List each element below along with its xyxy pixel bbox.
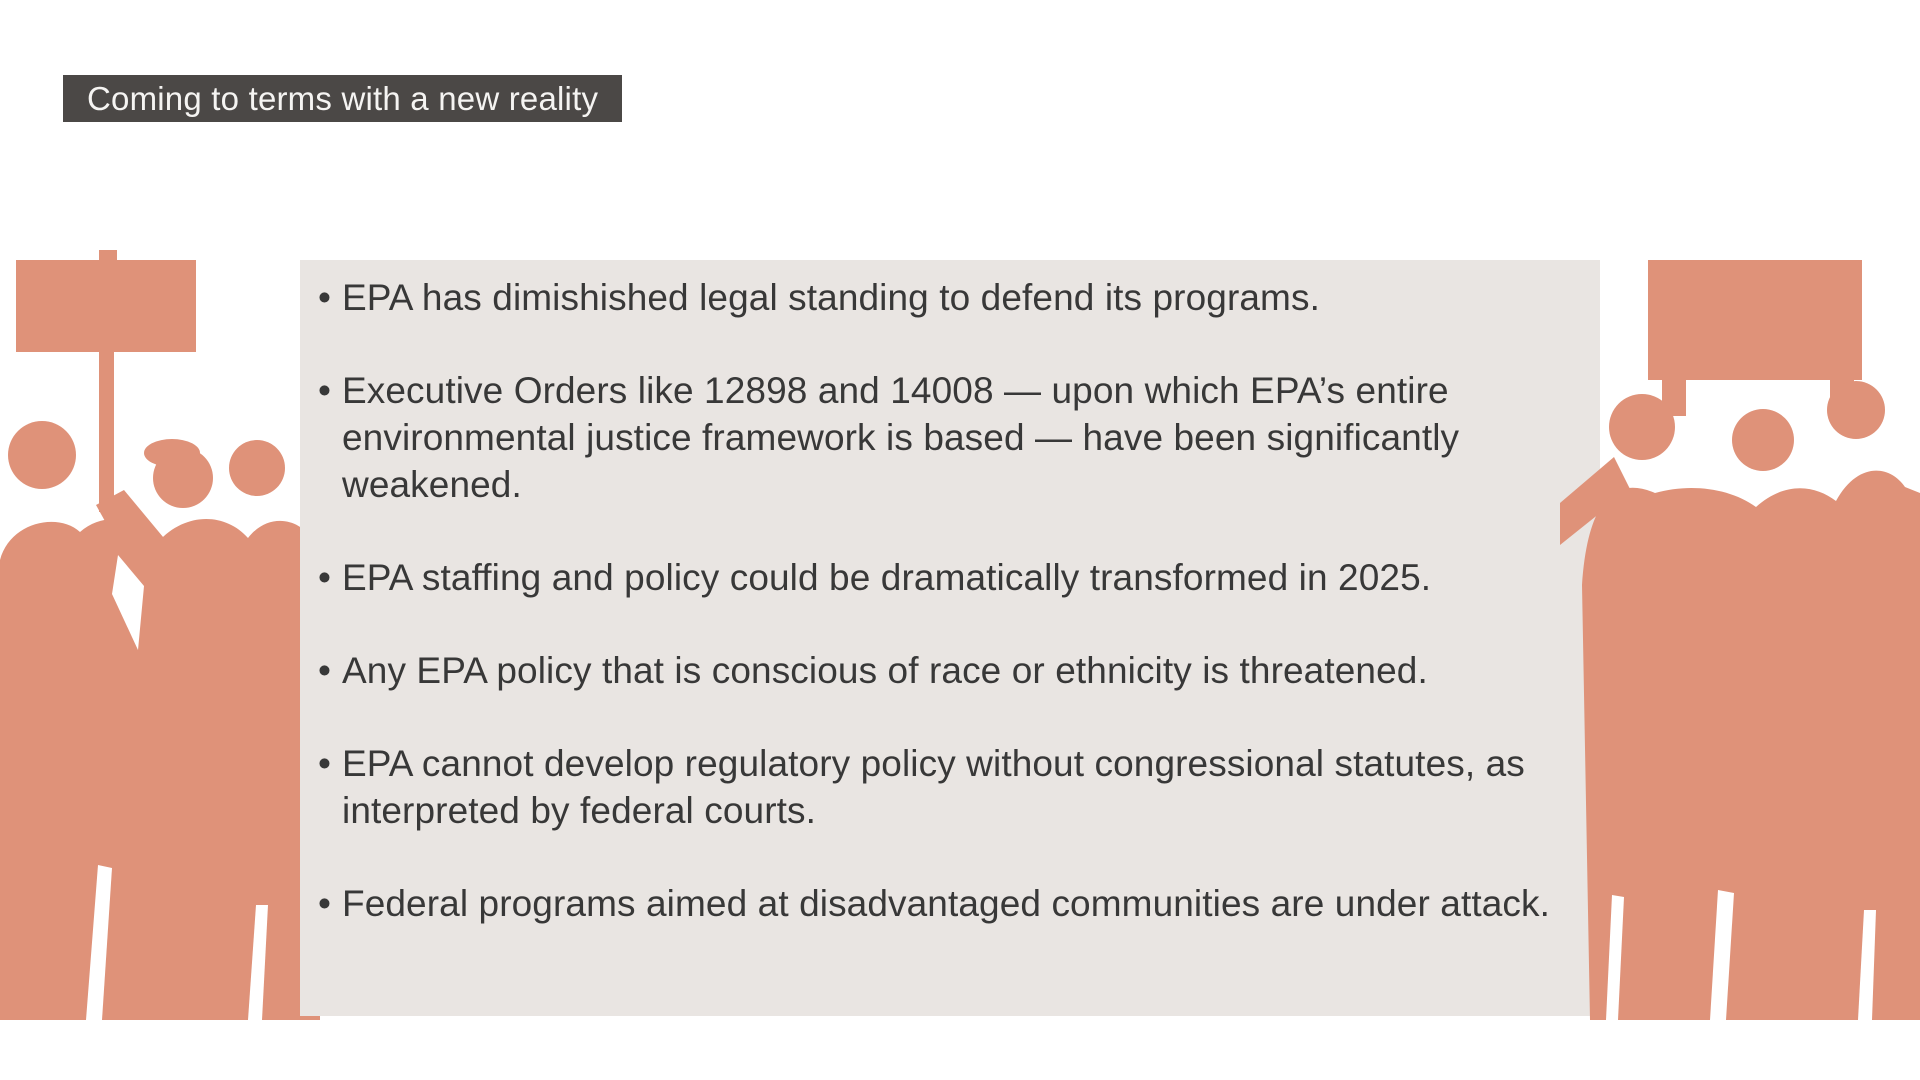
bullet-list [300, 260, 1600, 927]
bullet-text: EPA cannot develop regulatory policy without congressional statutes, as interpreted by federal courts. [342, 743, 1525, 831]
bullet-item [342, 367, 1552, 508]
protester-crowd-left-icon [0, 250, 320, 1020]
title-bar [63, 75, 622, 122]
protester-head-icon [1827, 381, 1885, 439]
protester-crowd-right-svg [1560, 255, 1920, 1020]
bullet-item [342, 647, 1552, 694]
crowd-body-mass [0, 519, 320, 1020]
protester-crowd-right-icon [1560, 255, 1920, 1020]
placard-sign-icon [16, 260, 196, 352]
protester-head-icon [229, 440, 285, 496]
bullet-item [342, 740, 1552, 834]
bullet-text: Any EPA policy that is conscious of race or ethnicity is threatened. [342, 650, 1428, 691]
slide-title: Coming to terms with a new reality [87, 80, 599, 117]
bullet-item [342, 274, 1552, 321]
sign-stick-icon [99, 352, 114, 512]
bullet-text: Executive Orders like 12898 and 14008 — upon which EPA’s entire environmental justice framework is based — have been significantly weakened. [342, 370, 1460, 505]
protester-crowd-left-svg [0, 250, 320, 1020]
bullet-item [342, 554, 1552, 601]
protester-head-icon [153, 448, 213, 508]
placard-sign-icon [1648, 260, 1862, 380]
bullet-text: Federal programs aimed at disadvantaged communities are under attack. [342, 883, 1550, 924]
protester-head-icon [8, 421, 76, 489]
content-box [300, 260, 1600, 1016]
bullet-text: EPA staffing and policy could be dramatically transformed in 2025. [342, 557, 1432, 598]
protester-head-icon [1609, 394, 1675, 460]
bullet-item [342, 880, 1552, 927]
protester-head-icon [1732, 409, 1794, 471]
bullet-text: EPA has dimishished legal standing to defend its programs. [342, 277, 1320, 318]
